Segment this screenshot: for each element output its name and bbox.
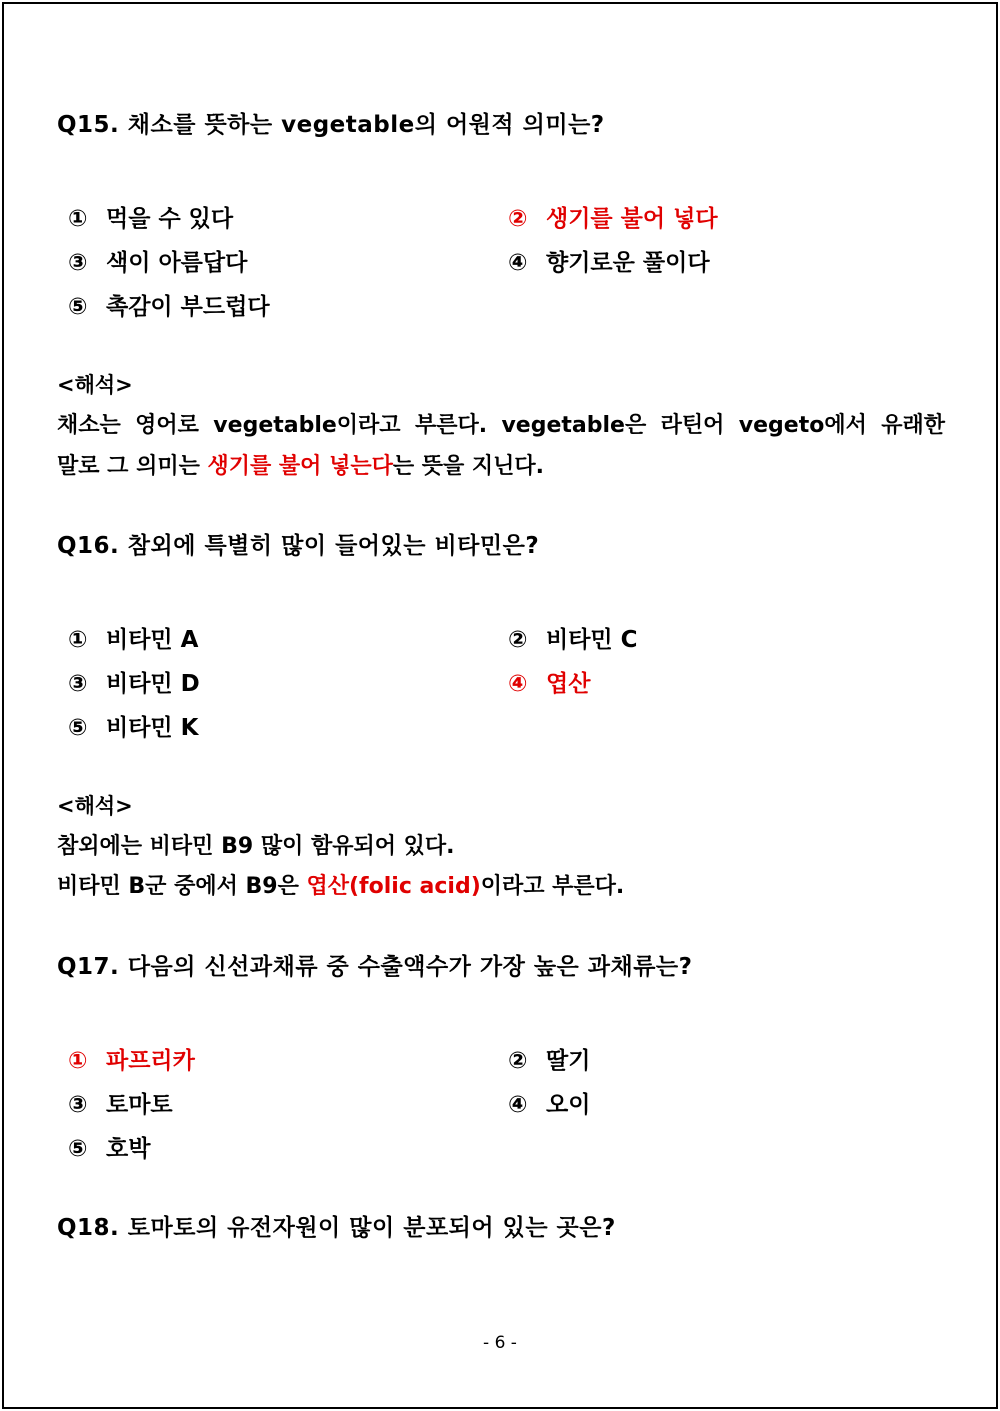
option-text: 비타민 A [106,627,199,653]
option-text: 토마토 [106,1092,173,1118]
q15-option-4[interactable] [508,244,710,277]
option-text: 비타민 K [106,715,199,741]
option-number: ⑤ [68,294,88,320]
option-text: 촉감이 부드럽다 [106,294,270,320]
question-15-title: Q15. 채소를 뜻하는 vegetable의 어원적 의미는? [57,112,605,138]
option-number: ① [68,1048,88,1074]
question-16-title: Q16. 참외에 특별히 많이 들어있는 비타민은? [57,533,540,559]
option-text: 딸기 [546,1048,591,1074]
option-number: ③ [68,671,88,697]
q16-option-5[interactable] [68,709,198,742]
option-number: ⑤ [68,715,88,741]
q16-explanation-line-1: 참외에는 비타민 B9 많이 함유되어 있다. [57,834,455,859]
q16-option-1[interactable] [68,621,198,654]
q15-option-1[interactable] [68,200,233,233]
option-number: ⑤ [68,1136,88,1162]
explanation-text: 이라고 부른다. [480,874,625,899]
explanation-highlight: 생기를 불어 넣는다 [207,454,393,479]
option-number: ④ [508,671,528,697]
option-text: 색이 아름답다 [106,250,248,276]
option-number: ② [508,627,528,653]
option-number: ① [68,206,88,232]
q16-option-2[interactable] [508,621,638,654]
option-number: ④ [508,250,528,276]
option-number: ② [508,1048,528,1074]
question-17-title: Q17. 다음의 신선과채류 중 수출액수가 가장 높은 과채류는? [57,954,693,980]
option-text: 파프리카 [106,1048,195,1074]
option-number: ① [68,627,88,653]
option-text: 엽산 [546,671,591,697]
explanation-highlight: 엽산(folic acid) [306,874,481,899]
option-text: 비타민 D [106,671,200,697]
explanation-text: 는 뜻을 지닌다. [392,454,545,479]
q15-explanation-line-1: 채소는 영어로 vegetable이라고 부른다. vegetable은 라틴어 vegeto에서 유래한 [57,413,945,438]
option-text: 오이 [546,1092,591,1118]
option-text: 비타민 C [546,627,638,653]
option-text: 생기를 불어 넣다 [546,206,718,232]
q17-option-1-answer[interactable] [68,1042,195,1075]
q17-option-5[interactable] [68,1130,150,1163]
q17-option-2[interactable] [508,1042,590,1075]
option-number: ③ [68,250,88,276]
option-text: 호박 [106,1136,151,1162]
q16-explanation-label: <해석> [57,794,133,818]
option-number: ④ [508,1092,528,1118]
q17-option-4[interactable] [508,1086,590,1119]
question-18-title: Q18. 토마토의 유전자원이 많이 분포되어 있는 곳은? [57,1215,616,1241]
option-number: ③ [68,1092,88,1118]
q15-option-5[interactable] [68,288,270,321]
option-number: ② [508,206,528,232]
q15-option-3[interactable] [68,244,247,277]
q16-explanation-line-2 [57,869,624,900]
option-text: 먹을 수 있다 [106,206,234,232]
page-number: - 6 - [483,1333,517,1353]
explanation-text: 비타민 B군 중에서 B9은 [57,874,307,899]
q15-option-2-answer[interactable] [508,200,718,233]
q16-option-4-answer[interactable] [508,665,590,698]
option-text: 향기로운 풀이다 [546,250,710,276]
q16-option-3[interactable] [68,665,200,698]
q17-option-3[interactable] [68,1086,173,1119]
q15-explanation-label: <해석> [57,373,133,397]
explanation-text: 말로 그 의미는 [57,454,208,479]
q15-explanation-line-2 [57,449,544,480]
